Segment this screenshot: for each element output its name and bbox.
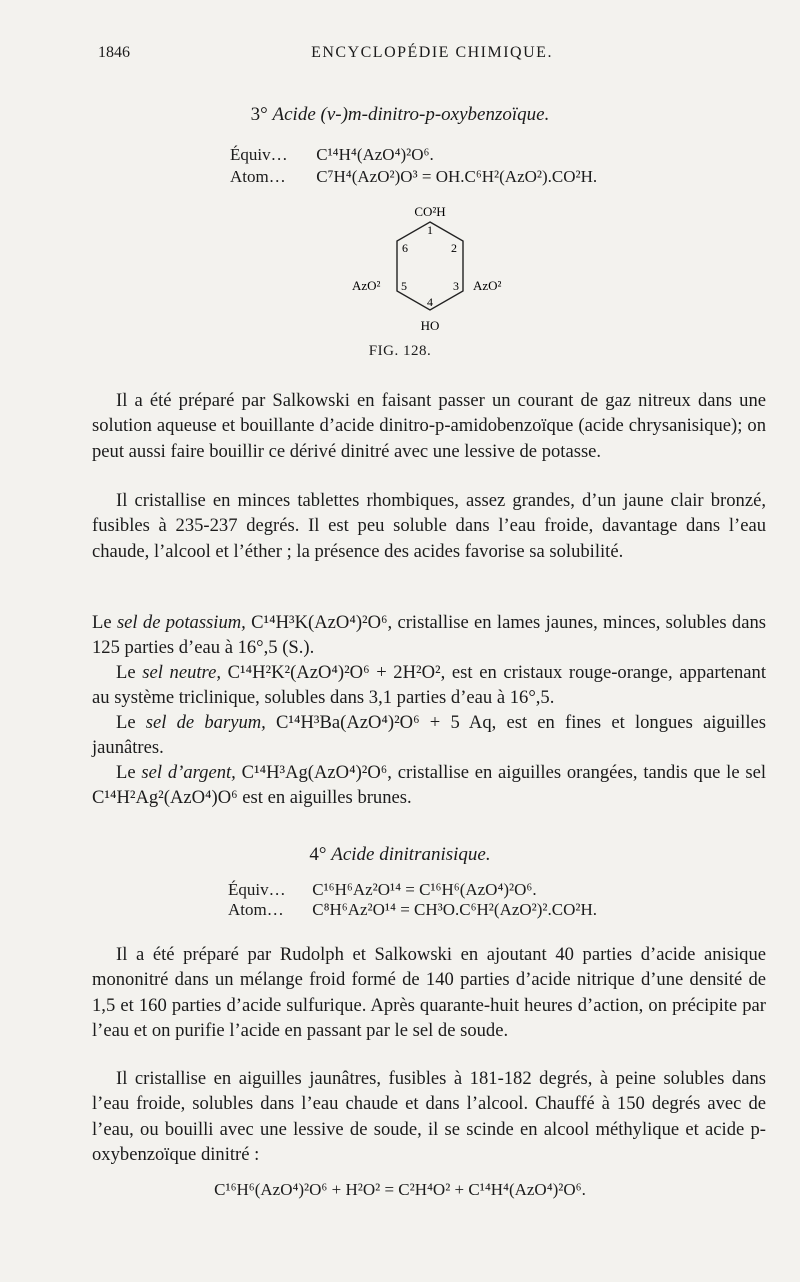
lead-text: Le bbox=[116, 712, 146, 733]
substituent-left: AzO² bbox=[352, 278, 381, 293]
section-4-heading bbox=[0, 844, 800, 866]
salt-formula: C¹⁴H³K(AzO⁴)²O⁶ bbox=[245, 612, 388, 633]
formula-atom bbox=[230, 167, 597, 187]
salt-description: , cristallise en lames jaunes, minces, solubles dans 125 parties d’eau à 16°,5 (S.). bbox=[92, 612, 767, 659]
section-3-heading bbox=[0, 104, 800, 126]
position-6: 6 bbox=[402, 241, 408, 255]
formula-value: C¹⁴H⁴(AzO⁴)²O⁶. bbox=[316, 145, 434, 164]
position-2: 2 bbox=[451, 241, 457, 255]
paragraph: Il cristallise en minces tablettes rhombiques, assez grandes, d’un jaune clair bronzé, fusibles à 235-237 degrés. Il est peu soluble dans l’eau froide, davantage dans l’eau chaude, l’alcool et l’éther ; la présence des acides favorise sa solubilité. bbox=[92, 490, 766, 562]
salt-name: sel neutre, bbox=[142, 662, 221, 683]
substituent-top: CO²H bbox=[414, 204, 446, 219]
running-title: ENCYCLOPÉDIE CHIMIQUE. bbox=[311, 44, 553, 61]
lead-text: Le bbox=[116, 762, 142, 783]
figure-caption: FIG. 128. bbox=[368, 343, 432, 359]
section-title: Acide (v-)m-dinitro-p-oxybenzoïque. bbox=[272, 104, 550, 125]
formula-label: Équiv… bbox=[228, 880, 286, 899]
substituent-bottom: HO bbox=[420, 318, 440, 333]
formula-value: C⁷H⁴(AzO²)O³ = OH.C⁶H²(AzO²).CO²H. bbox=[316, 167, 598, 186]
formula-label: Atom… bbox=[230, 167, 286, 186]
section-title: Acide dinitranisique. bbox=[331, 844, 491, 865]
paragraph-neutral-salt bbox=[92, 660, 766, 711]
paragraph-silver-salt bbox=[92, 760, 766, 811]
position-1: 1 bbox=[427, 223, 433, 237]
formula-equiv bbox=[230, 145, 434, 165]
salt-description: , cristallise en aiguilles orangées, tandis que le sel C¹⁴H²Ag²(AzO⁴)O⁶ est en aiguilles brunes. bbox=[92, 762, 767, 809]
formula-atom bbox=[228, 900, 597, 920]
lead-text: Le bbox=[92, 612, 117, 633]
paragraph-potassium-salt bbox=[92, 610, 766, 661]
paragraph-barium-salt bbox=[92, 710, 766, 761]
salt-description: , est en fines et longues aiguilles jaunâtres. bbox=[92, 712, 766, 759]
position-4: 4 bbox=[427, 295, 433, 309]
paragraph: Il a été préparé par Salkowski en faisant passer un courant de gaz nitreux dans une solution aqueuse et bouillante d’acide dinitro-p-amidobenzoïque (acide chrysanisique); on peut aussi faire bouillir ce dérivé dinitré avec une lessive de potasse. bbox=[92, 390, 766, 462]
formula-label: Atom… bbox=[228, 900, 284, 919]
position-5: 5 bbox=[401, 279, 407, 293]
formula-value: C¹⁶H⁶Az²O¹⁴ = C¹⁶H⁶(AzO⁴)²O⁶. bbox=[312, 880, 537, 899]
salt-formula: C¹⁴H²K²(AzO⁴)²O⁶ + 2H²O² bbox=[221, 662, 441, 683]
formula-value: C⁸H⁶Az²O¹⁴ = CH³O.C⁶H²(AzO²)².CO²H. bbox=[312, 900, 598, 919]
section-number: 3° bbox=[250, 104, 268, 125]
salt-name: sel de baryum, bbox=[145, 712, 266, 733]
paragraph: Il cristallise en aiguilles jaunâtres, fusibles à 181-182 degrés, à peine solubles dans l’eau froide, solubles dans l’eau chaude et dans l’alcool. Chauffé à 150 degrés avec de l’eau, ou bouilli avec une lessive de soude, il se scinde en alcool méthylique et acide p-oxybenzoïque dinitré : bbox=[92, 1068, 766, 1165]
page-number: 1846 bbox=[98, 44, 130, 61]
salt-formula: C¹⁴H³Ba(AzO⁴)²O⁶ + 5 Aq bbox=[265, 712, 492, 733]
section-number: 4° bbox=[309, 844, 327, 865]
paragraph: Il a été préparé par Rudolph et Salkowski en ajoutant 40 parties d’acide anisique mononitré dans un mélange froid formé de 140 parties d’acide nitrique d’une densité de 1,5 et 160 parties d’acide sulfurique. Après quarante-huit heures d’action, on précipite par l’eau et on purifie l’acide en passant par le sel de soude. bbox=[92, 944, 766, 1041]
salt-name: sel d’argent, bbox=[141, 762, 236, 783]
salt-formula: C¹⁴H³Ag(AzO⁴)²O⁶ bbox=[235, 762, 388, 783]
formula-label: Équiv… bbox=[230, 145, 288, 164]
salt-description: , est en cristaux rouge-orange, appartenant au système triclinique, solubles dans 3,1 parties d’eau à 16°,5. bbox=[92, 662, 766, 709]
formula-equiv bbox=[228, 880, 537, 900]
substituent-right: AzO² bbox=[473, 278, 502, 293]
lead-text: Le bbox=[116, 662, 143, 683]
position-3: 3 bbox=[453, 279, 459, 293]
salt-name: sel de potassium, bbox=[116, 612, 246, 633]
benzene-ring-figure bbox=[330, 200, 530, 360]
decomposition-equation: C¹⁶H⁶(AzO⁴)²O⁶ + H²O² = C²H⁴O² + C¹⁴H⁴(AzO⁴)²O⁶. bbox=[214, 1180, 586, 1199]
